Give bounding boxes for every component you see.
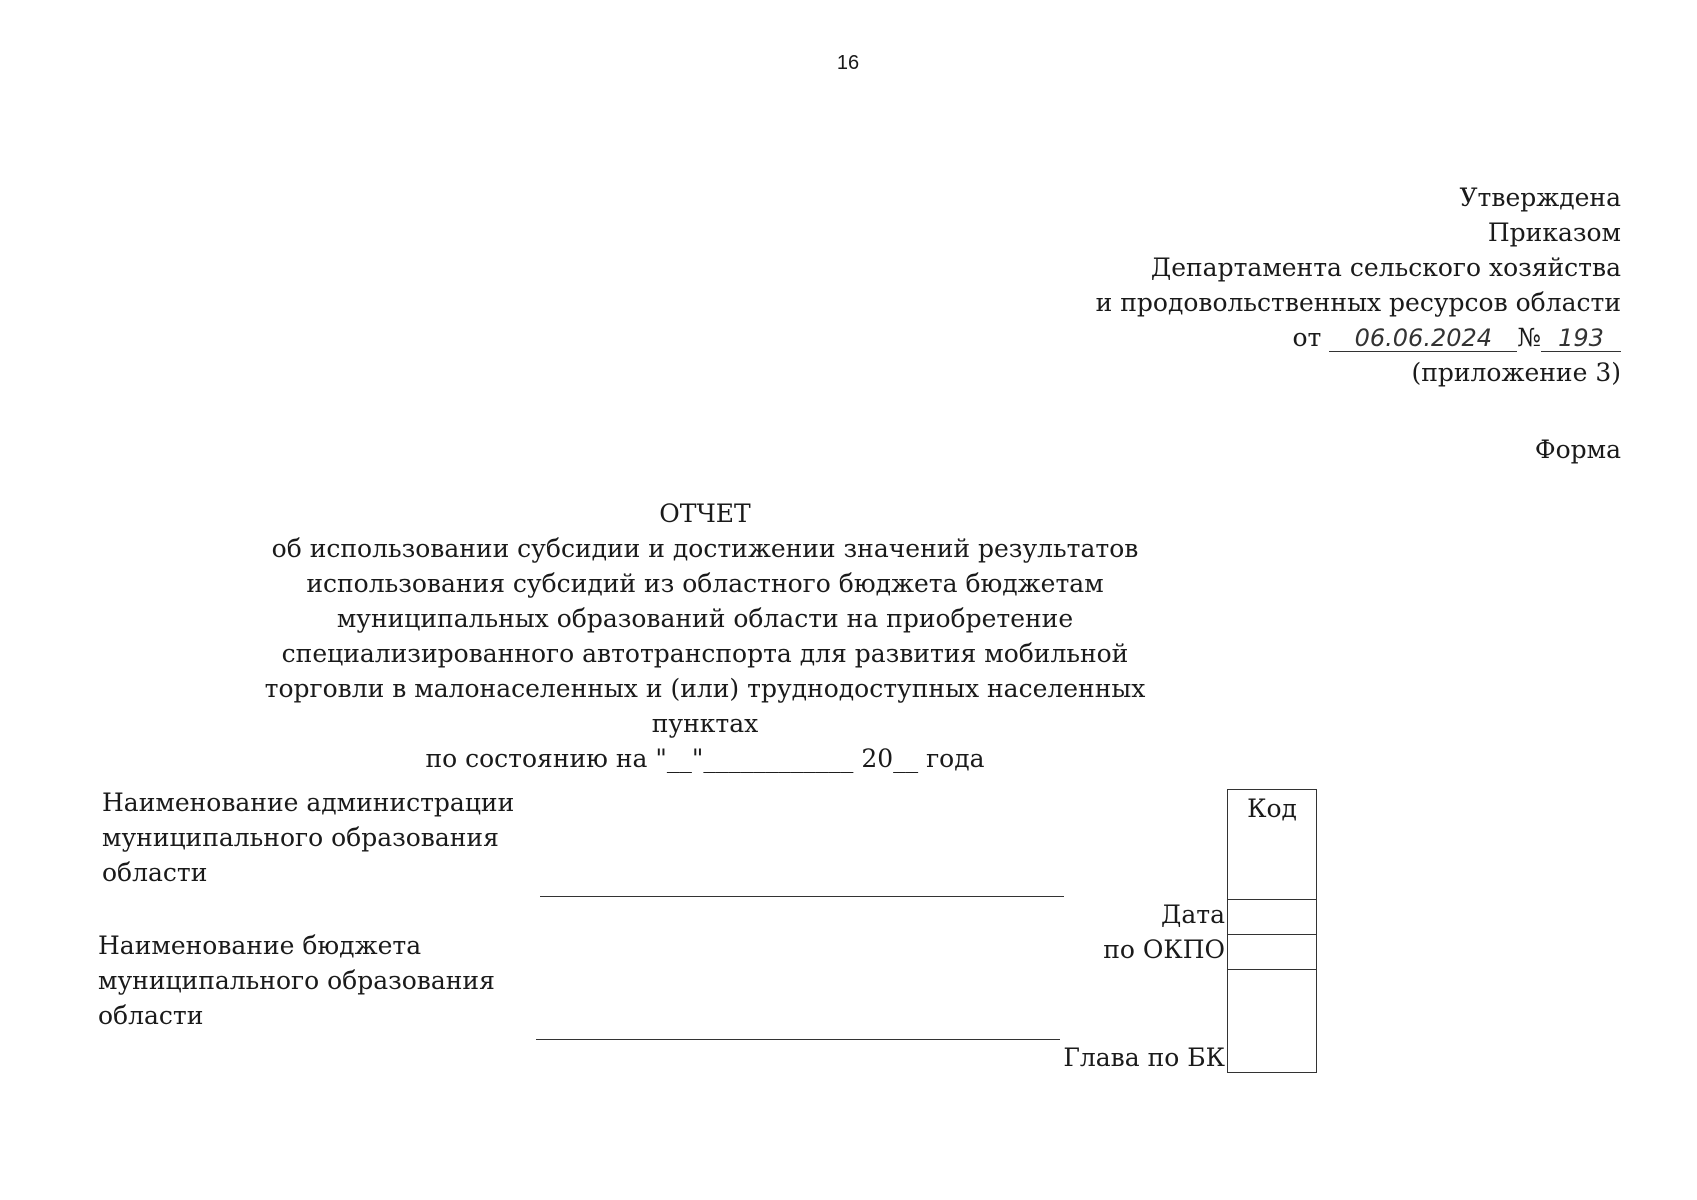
bk-cell[interactable] bbox=[1228, 969, 1316, 970]
handwritten-number: 193 bbox=[1541, 325, 1621, 352]
title-line-4: специализированного автотранспорта для развития мобильной bbox=[281, 639, 1129, 668]
code-table bbox=[1227, 789, 1317, 1073]
title-line-5: торговли в малонаселенных и (или) труднодоступных населенных пунктах bbox=[264, 674, 1146, 738]
approval-line-1: Утверждена bbox=[1459, 183, 1621, 212]
approval-line-3: Департамента сельского хозяйства bbox=[1150, 253, 1621, 282]
title-line-2: использования субсидий из областного бюджета бюджетам bbox=[306, 569, 1104, 598]
date-cell[interactable] bbox=[1228, 899, 1316, 900]
form-label: Форма bbox=[1534, 435, 1621, 464]
budget-name-input-line[interactable] bbox=[536, 1039, 1060, 1040]
approval-line-2: Приказом bbox=[1487, 218, 1621, 247]
approval-stamp bbox=[1096, 180, 1621, 390]
budget-label-line-3: области bbox=[98, 1001, 204, 1030]
budget-label-line-1: Наименование бюджета bbox=[98, 931, 422, 960]
handwritten-date: 06.06.2024 bbox=[1329, 325, 1517, 352]
okpo-label: по ОКПО bbox=[1103, 935, 1225, 964]
bk-label: Глава по БК bbox=[1063, 1043, 1225, 1072]
approval-line-4: и продовольственных ресурсов области bbox=[1095, 288, 1621, 317]
number-label: № bbox=[1517, 323, 1541, 352]
appendix-label: (приложение 3) bbox=[1411, 358, 1621, 387]
title-line-1: об использовании субсидии и достижении значений результатов bbox=[271, 534, 1139, 563]
budget-label-line-2: муниципального образования bbox=[98, 966, 495, 995]
admin-label-line-1: Наименование администрации bbox=[102, 788, 515, 817]
date-label: Дата bbox=[1161, 900, 1225, 929]
report-heading: ОТЧЕТ bbox=[659, 499, 751, 528]
page-number: 16 bbox=[836, 52, 860, 74]
admin-label-line-2: муниципального образования bbox=[102, 823, 499, 852]
approval-date-line bbox=[1096, 320, 1621, 355]
admin-name-input-line[interactable] bbox=[540, 896, 1064, 897]
admin-label-line-3: области bbox=[102, 858, 208, 887]
title-line-3: муниципальных образований области на приобретение bbox=[336, 604, 1074, 633]
budget-name-label bbox=[98, 928, 495, 1033]
from-label: от bbox=[1292, 323, 1322, 352]
admin-name-label bbox=[102, 785, 514, 890]
code-header: Код bbox=[1247, 794, 1297, 823]
okpo-cell[interactable] bbox=[1228, 934, 1316, 935]
report-date-line: по состоянию на "__"____________ 20__ года bbox=[425, 744, 985, 773]
report-title bbox=[230, 496, 1180, 776]
